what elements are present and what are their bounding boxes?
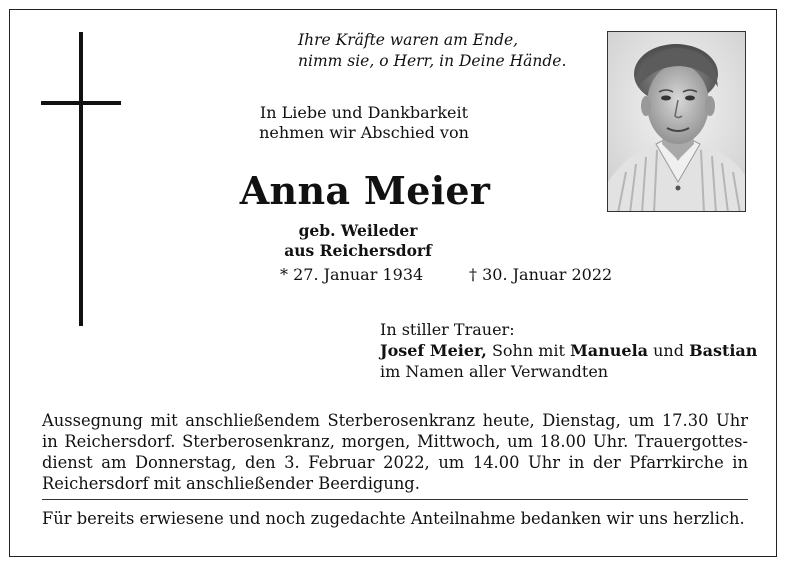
mourners-line-2 bbox=[380, 340, 757, 361]
mourner-conjunction: und bbox=[648, 341, 690, 360]
portrait-image bbox=[608, 32, 746, 212]
cross-icon bbox=[79, 32, 83, 326]
mourners-line-3: im Namen aller Verwandten bbox=[380, 362, 609, 381]
mourners-block bbox=[380, 319, 757, 382]
birth-date: * 27. Januar 1934 bbox=[280, 265, 424, 284]
funeral-line-1: Aussegnung mit anschließendem Sterberosenkranz heute, Dienstag, um 17.30 Uhr bbox=[42, 411, 748, 430]
intro-line-1: In Liebe und Dankbarkeit bbox=[259, 103, 469, 122]
deceased-name: Anna Meier bbox=[239, 168, 491, 213]
intro-line-2: nehmen wir Abschied von bbox=[259, 123, 469, 142]
portrait-photo bbox=[607, 31, 746, 212]
verse bbox=[298, 30, 566, 72]
mourners-heading: In stiller Trauer: bbox=[380, 320, 515, 339]
verse-line-2: nimm sie, o Herr, in Deine Hände. bbox=[298, 52, 567, 70]
funeral-line-2: in Reichersdorf. Sterberosenkranz, morgen, Mittwoch, um 18.00 Uhr. Trauergottes- bbox=[42, 432, 748, 451]
funeral-line-3: dienst am Donnerstag, den 3. Februar 2022, um 14.00 Uhr in der Pfarrkirche in bbox=[42, 453, 748, 472]
funeral-line-4: Reichersdorf mit anschließender Beerdigung. bbox=[42, 474, 420, 493]
birth-name: geb. Weileder bbox=[298, 221, 418, 240]
divider bbox=[42, 499, 748, 500]
origin: aus Reichersdorf bbox=[284, 241, 432, 260]
death-date: † 30. Januar 2022 bbox=[469, 265, 613, 284]
mourner-child-1: Manuela bbox=[570, 341, 649, 360]
verse-line-1: Ihre Kräfte waren am Ende, bbox=[298, 31, 519, 49]
thanks-text: Für bereits erwiesene und noch zugedachte Anteilnahme bedanken wir uns herzlich. bbox=[42, 509, 745, 528]
funeral-details bbox=[42, 410, 748, 494]
cross-icon-bar bbox=[41, 101, 121, 105]
deceased-details bbox=[278, 221, 438, 261]
mourner-relation: Sohn mit bbox=[486, 341, 571, 360]
intro-text bbox=[255, 103, 473, 143]
mourner-child-2: Bastian bbox=[689, 341, 758, 360]
mourner-main-name: Josef Meier, bbox=[380, 341, 487, 360]
